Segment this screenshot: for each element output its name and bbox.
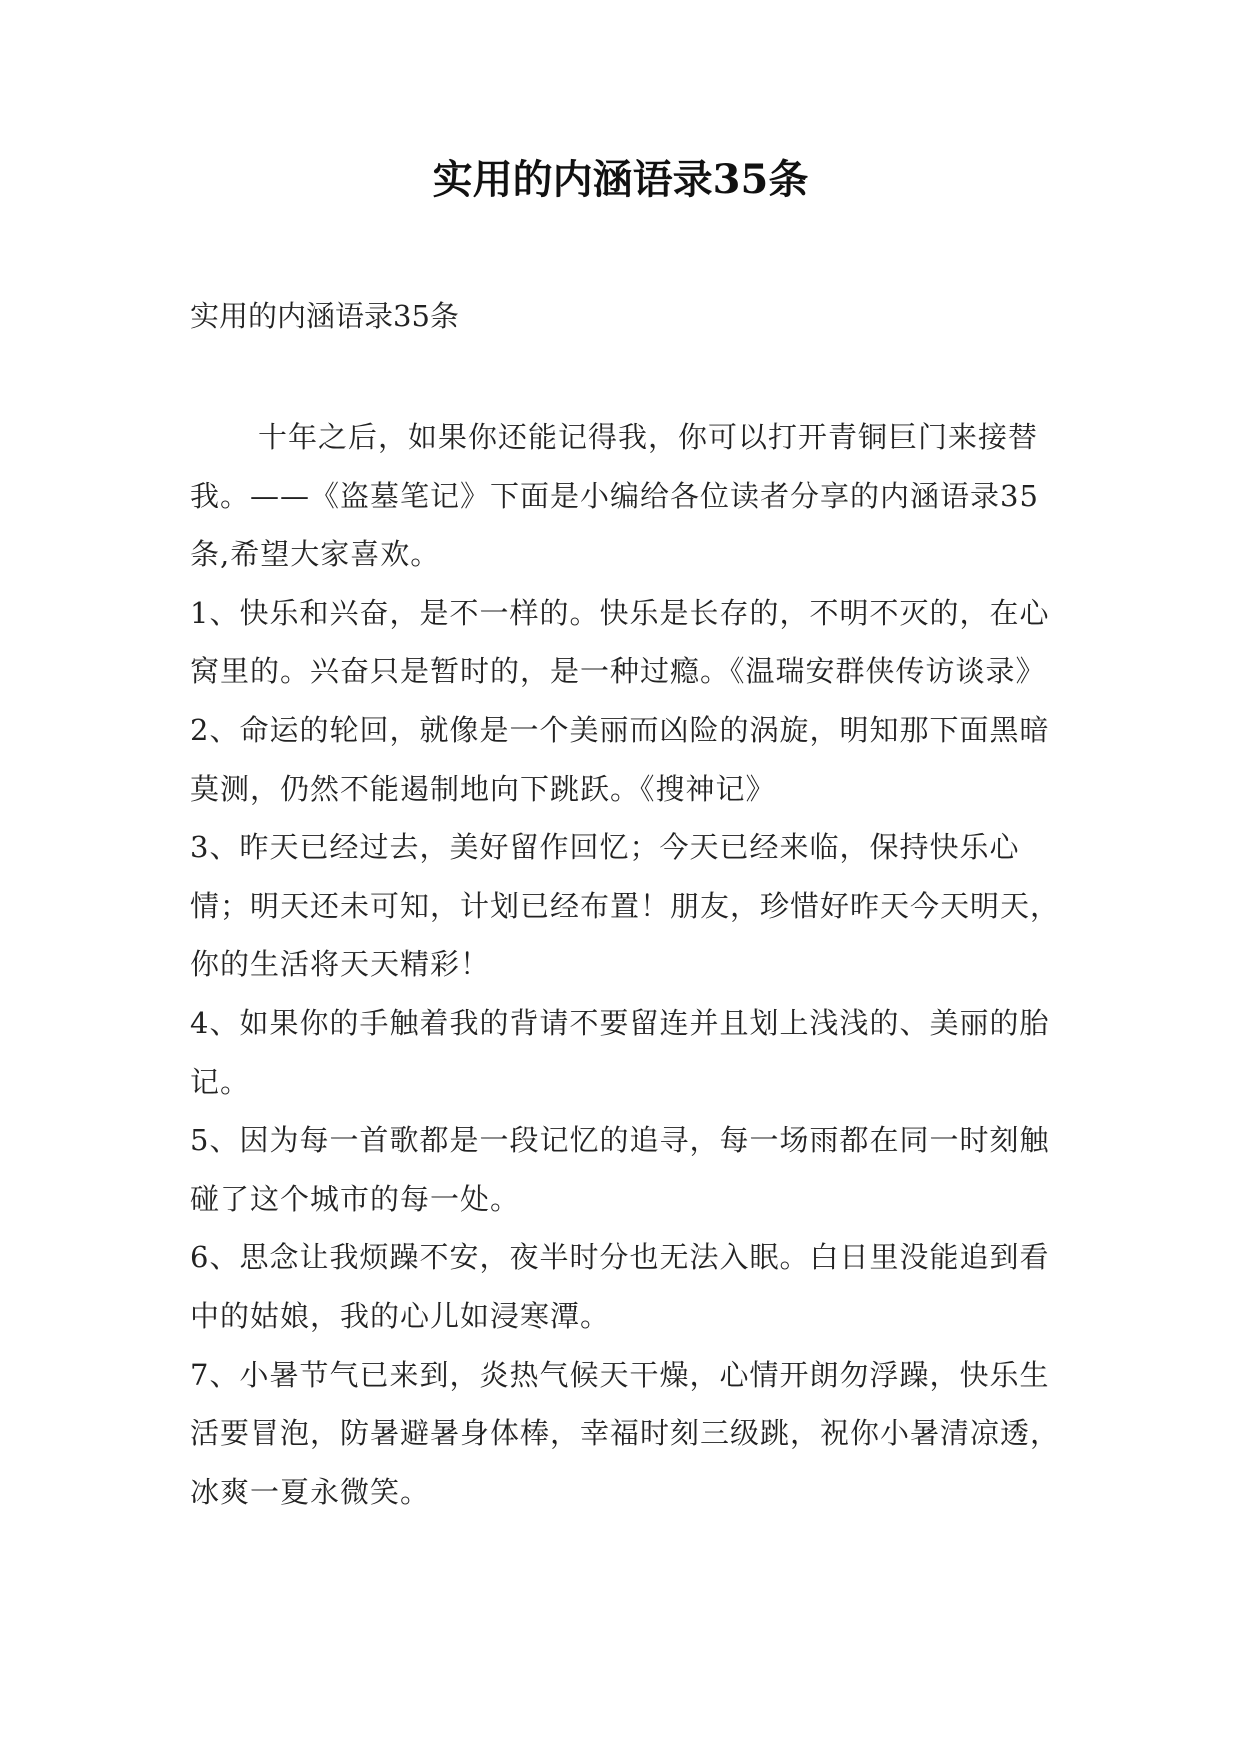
document-body xyxy=(190,408,1070,1521)
quote-paragraph: 6、思念让我烦躁不安，夜半时分也无法入眠。白日里没能追到看中的姑娘，我的心儿如浸寒潭。 xyxy=(190,1240,1050,1333)
quote-paragraph: 2、命运的轮回，就像是一个美丽而凶险的涡旋，明知那下面黑暗莫测，仍然不能遏制地向下跳跃。《搜神记》 xyxy=(190,712,1050,806)
quote-paragraph: 7、小暑节气已来到，炎热气候天干燥，心情开朗勿浮躁，快乐生活要冒泡，防暑避暑身体棒，幸福时刻三级跳，祝你小暑清凉透，冰爽一夏永微笑。 xyxy=(190,1357,1061,1509)
quote-paragraph: 3、昨天已经过去，美好留作回忆；今天已经来临，保持快乐心情；明天还未可知，计划已经布置！朋友，珍惜好昨天今天明天，你的生活将天天精彩！ xyxy=(190,830,1061,982)
quote-paragraph: 4、如果你的手触着我的背请不要留连并且划上浅浅的、美丽的胎记。 xyxy=(190,1005,1050,1099)
quote-paragraph: 1、快乐和兴奋，是不一样的。快乐是长存的，不明不灭的，在心窝里的。兴奋只是暂时的，是一种过瘾。《温瑞安群侠传访谈录》 xyxy=(190,595,1050,689)
intro-paragraph: 十年之后，如果你还能记得我，你可以打开青铜巨门来接替我。——《盗墓笔记》下面是小编给各位读者分享的内涵语录35条,希望大家喜欢。 xyxy=(190,420,1039,572)
quote-paragraph: 5、因为每一首歌都是一段记忆的追寻，每一场雨都在同一时刻触碰了这个城市的每一处。 xyxy=(190,1123,1050,1216)
document-subtitle: 实用的内涵语录35条 xyxy=(190,299,459,333)
document-title: 实用的内涵语录35条 xyxy=(432,156,809,203)
